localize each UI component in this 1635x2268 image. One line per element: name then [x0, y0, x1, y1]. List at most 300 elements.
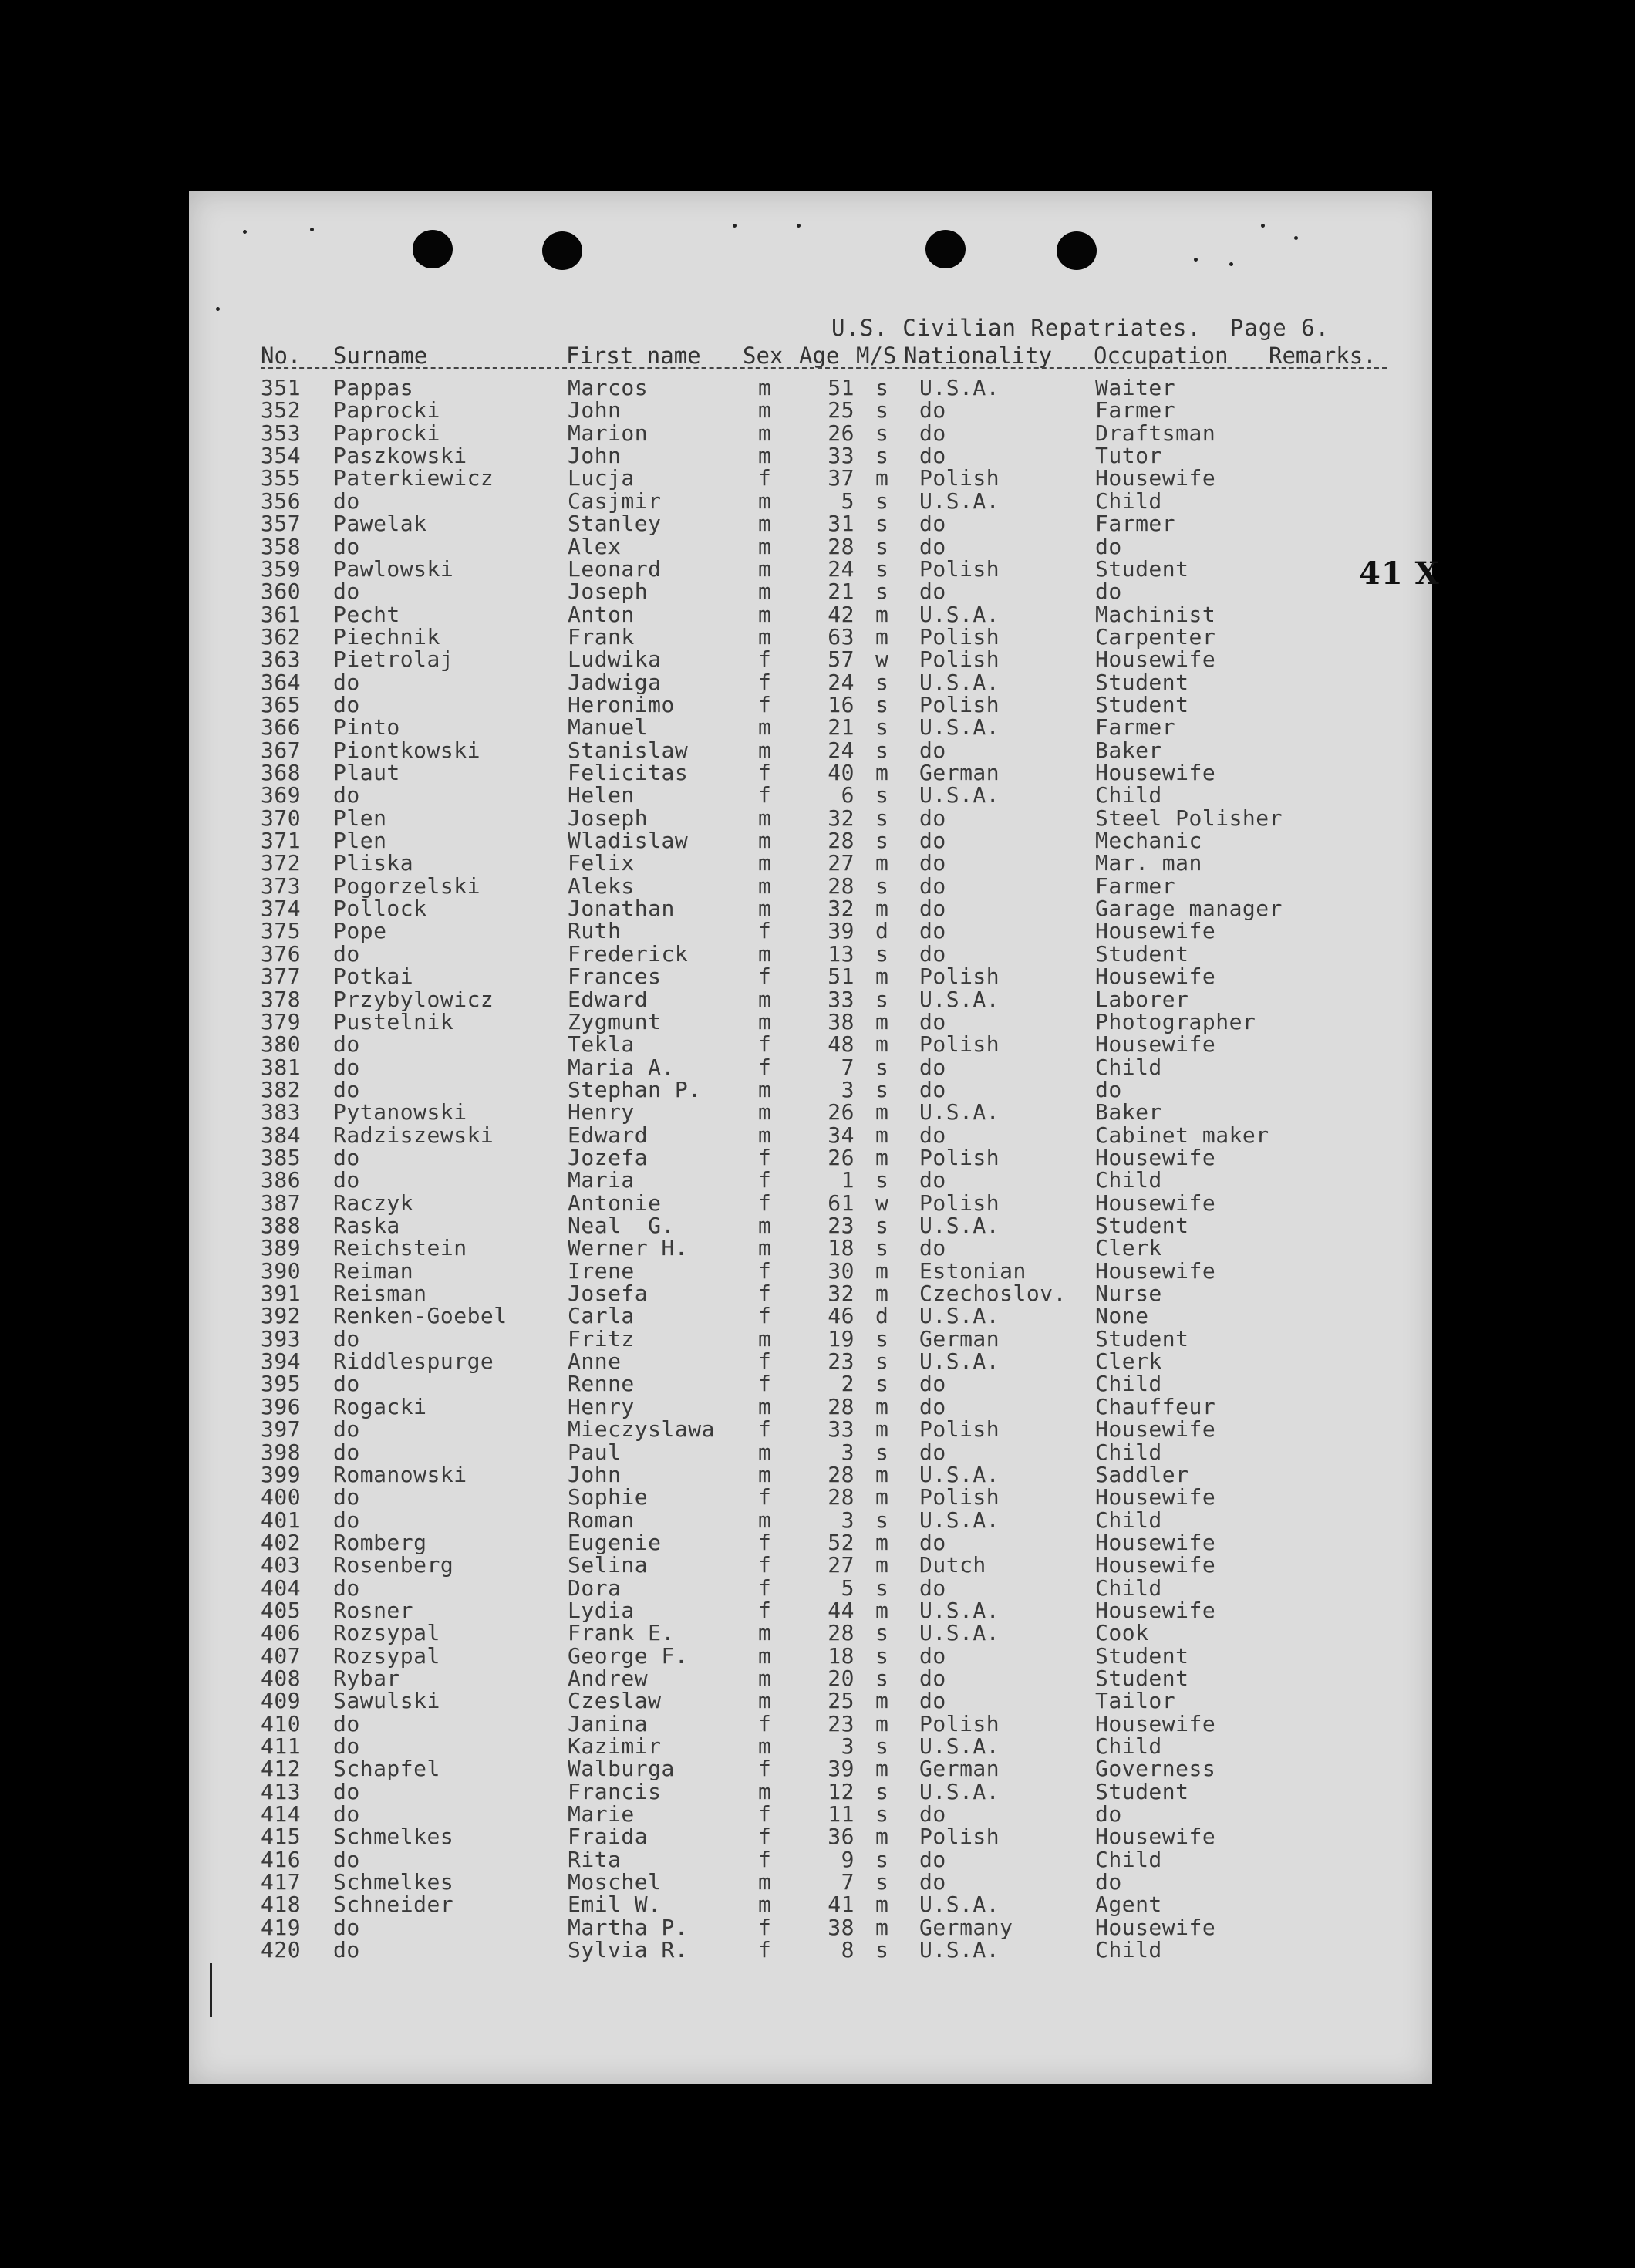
cell-nationality: do: [919, 1008, 946, 1034]
cell-nationality: do: [919, 1801, 946, 1828]
cell-occupation: Chauffeur: [1095, 1393, 1216, 1419]
cell-age: 18: [828, 1235, 855, 1261]
cell-occupation: Farmer: [1095, 397, 1176, 424]
cell-age: 23: [828, 1348, 855, 1374]
cell-surname: Renken-Goebel: [333, 1303, 507, 1329]
cell-sex: m: [758, 737, 772, 763]
cell-no: 416: [261, 1846, 302, 1872]
cell-no: 393: [261, 1325, 302, 1352]
cell-age: 57: [828, 646, 855, 673]
cell-marital-status: m: [875, 1914, 889, 1940]
cell-nationality: do: [919, 896, 946, 922]
cell-first-name: Sylvia R.: [568, 1937, 689, 1963]
cell-first-name: Martha P.: [568, 1914, 689, 1940]
cell-nationality: U.S.A.: [919, 714, 1000, 741]
cell-surname: Reisman: [333, 1281, 427, 1306]
cell-nationality: do: [919, 805, 946, 831]
table-row: [0, 1146, 1635, 1169]
cell-sex: f: [758, 646, 772, 673]
table-row: [0, 988, 1635, 1011]
cell-nationality: do: [919, 1869, 946, 1895]
cell-first-name: Zygmunt: [568, 1008, 662, 1034]
punch-hole: [413, 230, 453, 268]
cell-nationality: do: [919, 1122, 946, 1148]
cell-occupation: do: [1095, 1869, 1122, 1895]
cell-occupation: Child: [1095, 1371, 1162, 1397]
cell-no: 377: [261, 964, 302, 990]
cell-nationality: Polish: [919, 1484, 1000, 1510]
cell-first-name: Stanley: [568, 511, 662, 537]
cell-occupation: Child: [1095, 1439, 1162, 1465]
cell-marital-status: s: [875, 555, 889, 582]
table-row: [0, 1599, 1635, 1622]
cell-sex: f: [758, 1144, 772, 1170]
table-row: [0, 1441, 1635, 1463]
cell-occupation: Student: [1095, 940, 1189, 967]
cell-marital-status: s: [875, 1213, 889, 1238]
col-header-ms: M/S: [856, 343, 897, 369]
cell-first-name: Tekla: [568, 1031, 635, 1058]
table-row: [0, 397, 1635, 424]
cell-surname: do: [333, 1167, 360, 1193]
cell-sex: f: [758, 918, 772, 944]
cell-first-name: Werner H.: [568, 1235, 689, 1261]
cell-sex: m: [758, 1507, 772, 1533]
cell-sex: f: [758, 691, 772, 717]
cell-first-name: Francis: [568, 1778, 662, 1804]
cell-age: 5: [841, 1574, 855, 1601]
table-row: [0, 1169, 1635, 1191]
cell-sex: m: [758, 1778, 772, 1804]
cell-surname: Reiman: [333, 1257, 414, 1284]
cell-surname: Romberg: [333, 1529, 427, 1555]
cell-age: 23: [828, 1710, 855, 1736]
cell-age: 13: [828, 940, 855, 967]
cell-no: 413: [261, 1778, 302, 1804]
table-row: [0, 1031, 1635, 1058]
cell-nationality: do: [919, 850, 946, 876]
cell-nationality: Polish: [919, 1416, 1000, 1443]
dust-speck: [1294, 236, 1298, 240]
table-row: [0, 1939, 1635, 1961]
cell-age: 33: [828, 1416, 855, 1443]
cell-occupation: Baker: [1095, 1099, 1162, 1126]
table-row: [0, 1237, 1635, 1259]
cell-age: 61: [828, 1190, 855, 1216]
cell-surname: do: [333, 669, 360, 695]
cell-marital-status: s: [875, 1235, 889, 1261]
cell-occupation: Cabinet maker: [1095, 1122, 1269, 1148]
cell-sex: m: [758, 872, 772, 899]
cell-no: 362: [261, 623, 302, 650]
cell-age: 1: [841, 1167, 855, 1193]
cell-first-name: Lucja: [568, 465, 635, 491]
cell-age: 63: [828, 623, 855, 650]
cell-surname: Pawlowski: [333, 555, 454, 582]
cell-marital-status: m: [875, 601, 889, 627]
dust-speck: [243, 230, 247, 234]
cell-marital-status: s: [875, 1620, 889, 1646]
table-row: [0, 1282, 1635, 1304]
table-row: [0, 1689, 1635, 1712]
table-row: [0, 1372, 1635, 1395]
cell-age: 20: [828, 1665, 855, 1691]
cell-occupation: Clerk: [1095, 1348, 1162, 1374]
cell-sex: m: [758, 1325, 772, 1352]
cell-nationality: do: [919, 579, 946, 605]
cell-marital-status: m: [875, 1099, 889, 1126]
table-row: [0, 1393, 1635, 1419]
cell-surname: do: [333, 782, 360, 808]
cell-occupation: Waiter: [1095, 375, 1176, 400]
cell-first-name: Czeslaw: [568, 1688, 662, 1714]
cell-marital-status: s: [875, 488, 889, 514]
cell-sex: m: [758, 601, 772, 627]
cell-no: 401: [261, 1507, 302, 1533]
table-row: [0, 422, 1635, 444]
cell-first-name: Aleks: [568, 872, 635, 899]
cell-age: 7: [841, 1054, 855, 1080]
dust-speck: [310, 228, 314, 231]
cell-surname: Riddlespurge: [333, 1348, 494, 1374]
cell-sex: m: [758, 1620, 772, 1646]
cell-surname: Rozsypal: [333, 1620, 440, 1646]
table-row: [0, 1892, 1635, 1918]
cell-marital-status: s: [875, 1348, 889, 1374]
cell-age: 25: [828, 1688, 855, 1714]
cell-sex: m: [758, 579, 772, 605]
cell-no: 385: [261, 1144, 302, 1170]
cell-surname: Pope: [333, 918, 387, 944]
cell-first-name: Anton: [568, 601, 635, 627]
cell-no: 358: [261, 533, 302, 559]
cell-age: 21: [828, 714, 855, 741]
cell-occupation: Farmer: [1095, 511, 1176, 537]
cell-no: 354: [261, 443, 302, 468]
cell-age: 30: [828, 1257, 855, 1284]
cell-no: 407: [261, 1642, 302, 1669]
cell-nationality: U.S.A.: [919, 669, 1000, 695]
cell-occupation: do: [1095, 579, 1122, 605]
cell-first-name: Neal G.: [568, 1213, 675, 1238]
cell-first-name: Emil W.: [568, 1892, 662, 1918]
cell-occupation: Photographer: [1095, 1008, 1256, 1034]
cell-surname: do: [333, 1031, 360, 1058]
cell-marital-status: m: [875, 1892, 889, 1918]
cell-surname: do: [333, 1325, 360, 1352]
table-row: [0, 761, 1635, 784]
cell-no: 414: [261, 1801, 302, 1828]
cell-sex: m: [758, 555, 772, 582]
cell-first-name: Sophie: [568, 1484, 649, 1510]
table-row: [0, 1257, 1635, 1284]
table-row: [0, 1871, 1635, 1893]
cell-no: 390: [261, 1257, 302, 1284]
table-row: [0, 1622, 1635, 1644]
cell-sex: m: [758, 1235, 772, 1261]
table-row: [0, 829, 1635, 852]
cell-marital-status: s: [875, 1846, 889, 1872]
cell-occupation: Student: [1095, 1642, 1189, 1669]
cell-age: 24: [828, 737, 855, 763]
punch-hole: [542, 231, 582, 270]
table-row: [0, 467, 1635, 489]
cell-sex: m: [758, 828, 772, 853]
cell-surname: do: [333, 1484, 360, 1510]
cell-marital-status: s: [875, 714, 889, 741]
table-row: [0, 1757, 1635, 1780]
table-row: [0, 1099, 1635, 1126]
cell-marital-status: d: [875, 1303, 889, 1329]
cell-marital-status: s: [875, 443, 889, 468]
table-row: [0, 1710, 1635, 1736]
cell-occupation: Agent: [1095, 1892, 1162, 1918]
col-header-occupation: Occupation: [1094, 343, 1229, 369]
cell-sex: m: [758, 397, 772, 424]
cell-surname: Piontkowski: [333, 737, 480, 763]
cell-surname: Pytanowski: [333, 1099, 467, 1126]
cell-surname: Sawulski: [333, 1688, 440, 1714]
cell-occupation: Student: [1095, 555, 1189, 582]
cell-nationality: do: [919, 1167, 946, 1193]
cell-first-name: Fritz: [568, 1325, 635, 1352]
cell-age: 28: [828, 1393, 855, 1419]
cell-marital-status: m: [875, 760, 889, 785]
cell-first-name: Maria A.: [568, 1054, 675, 1080]
cell-first-name: Marie: [568, 1801, 635, 1828]
cell-age: 52: [828, 1529, 855, 1555]
cell-first-name: John: [568, 443, 622, 468]
cell-age: 24: [828, 555, 855, 582]
table-row: [0, 1124, 1635, 1146]
cell-surname: Raska: [333, 1213, 400, 1238]
cell-first-name: Janina: [568, 1710, 649, 1736]
cell-occupation: Child: [1095, 1054, 1162, 1080]
cell-first-name: Eugenie: [568, 1529, 662, 1555]
cell-sex: f: [758, 1190, 772, 1216]
cell-sex: m: [758, 850, 772, 876]
table-row: [0, 623, 1635, 650]
cell-nationality: U.S.A.: [919, 1597, 1000, 1623]
cell-sex: f: [758, 1824, 772, 1850]
cell-marital-status: s: [875, 1642, 889, 1669]
cell-first-name: Lydia: [568, 1597, 635, 1623]
cell-first-name: George F.: [568, 1642, 689, 1669]
table-row: [0, 1056, 1635, 1078]
cell-no: 418: [261, 1892, 302, 1918]
cell-surname: Pawelak: [333, 511, 427, 537]
table-row: [0, 1486, 1635, 1508]
cell-first-name: Henry: [568, 1099, 635, 1126]
cell-sex: f: [758, 1710, 772, 1736]
cell-occupation: Student: [1095, 1778, 1189, 1804]
cell-first-name: Marcos: [568, 375, 649, 400]
cell-nationality: U.S.A.: [919, 986, 1000, 1012]
cell-occupation: Tutor: [1095, 443, 1162, 468]
cell-age: 28: [828, 1620, 855, 1646]
cell-sex: f: [758, 1348, 772, 1374]
cell-nationality: Estonian: [919, 1257, 1027, 1284]
table-row: [0, 646, 1635, 673]
cell-surname: Rosenberg: [333, 1552, 454, 1578]
cell-nationality: Polish: [919, 1144, 1000, 1170]
cell-sex: m: [758, 1122, 772, 1148]
cell-marital-status: m: [875, 850, 889, 876]
cell-nationality: do: [919, 1054, 946, 1080]
cell-age: 37: [828, 465, 855, 491]
cell-occupation: Housewife: [1095, 1144, 1216, 1170]
cell-age: 24: [828, 669, 855, 695]
cell-surname: do: [333, 1439, 360, 1465]
cell-no: 397: [261, 1416, 302, 1443]
cell-nationality: U.S.A.: [919, 1778, 1000, 1804]
table-row: [0, 1192, 1635, 1214]
cell-no: 361: [261, 601, 302, 627]
cell-nationality: Polish: [919, 1824, 1000, 1850]
cell-marital-status: s: [875, 669, 889, 695]
table-row: [0, 897, 1635, 920]
cell-surname: Plaut: [333, 760, 400, 785]
cell-first-name: Alex: [568, 533, 622, 559]
cell-age: 23: [828, 1213, 855, 1238]
cell-marital-status: s: [875, 1054, 889, 1080]
cell-no: 363: [261, 646, 302, 673]
dust-speck: [1261, 224, 1265, 228]
cell-sex: m: [758, 533, 772, 559]
cell-sex: f: [758, 1167, 772, 1193]
table-row: [0, 920, 1635, 942]
cell-age: 32: [828, 1281, 855, 1306]
cell-age: 19: [828, 1325, 855, 1352]
cell-sex: m: [758, 1461, 772, 1487]
cell-marital-status: s: [875, 397, 889, 424]
cell-occupation: Mechanic: [1095, 828, 1202, 853]
cell-age: 25: [828, 397, 855, 424]
cell-sex: f: [758, 1281, 772, 1306]
cell-age: 11: [828, 1801, 855, 1828]
table-row: [0, 1304, 1635, 1327]
cell-first-name: Marion: [568, 420, 649, 446]
cell-nationality: U.S.A.: [919, 1892, 1000, 1918]
cell-age: 9: [841, 1846, 855, 1872]
cell-surname: do: [333, 488, 360, 514]
cell-marital-status: m: [875, 1031, 889, 1058]
cell-no: 365: [261, 691, 302, 717]
cell-first-name: Dora: [568, 1574, 622, 1601]
cell-occupation: Tailor: [1095, 1688, 1176, 1714]
cell-first-name: Jonathan: [568, 896, 675, 922]
cell-surname: Pollock: [333, 896, 427, 922]
cell-age: 39: [828, 918, 855, 944]
cell-no: 420: [261, 1937, 302, 1963]
cell-sex: m: [758, 1076, 772, 1102]
cell-no: 368: [261, 760, 302, 785]
table-row: [0, 1667, 1635, 1689]
cell-first-name: Antonie: [568, 1190, 662, 1216]
table-row: [0, 1463, 1635, 1486]
cell-sex: m: [758, 1099, 772, 1126]
cell-age: 36: [828, 1824, 855, 1850]
cell-no: 417: [261, 1869, 302, 1895]
cell-first-name: Stephan P.: [568, 1076, 702, 1102]
cell-marital-status: s: [875, 1371, 889, 1397]
cell-no: 360: [261, 579, 302, 605]
cell-first-name: Anne: [568, 1348, 622, 1374]
cell-marital-status: s: [875, 1574, 889, 1601]
cell-first-name: Helen: [568, 782, 635, 808]
cell-no: 373: [261, 872, 302, 899]
cell-sex: f: [758, 465, 772, 491]
cell-sex: m: [758, 896, 772, 922]
cell-first-name: Casjmir: [568, 488, 662, 514]
cell-nationality: do: [919, 1574, 946, 1601]
cell-occupation: Draftsman: [1095, 420, 1216, 446]
cell-marital-status: s: [875, 737, 889, 763]
cell-occupation: Housewife: [1095, 1597, 1216, 1623]
cell-occupation: Student: [1095, 1325, 1189, 1352]
cell-surname: Plen: [333, 828, 387, 853]
cell-age: 44: [828, 1597, 855, 1623]
table-row: [0, 1350, 1635, 1372]
cell-surname: do: [333, 1144, 360, 1170]
cell-age: 21: [828, 579, 855, 605]
cell-no: 412: [261, 1756, 302, 1782]
cell-marital-status: s: [875, 420, 889, 446]
cell-first-name: Irene: [568, 1257, 635, 1284]
cell-nationality: do: [919, 1846, 946, 1872]
cell-sex: f: [758, 1529, 772, 1555]
cell-age: 32: [828, 805, 855, 831]
cell-occupation: Child: [1095, 782, 1162, 808]
cell-no: 381: [261, 1054, 302, 1080]
cell-marital-status: s: [875, 1869, 889, 1895]
cell-first-name: Edward: [568, 1122, 649, 1148]
cell-no: 388: [261, 1213, 302, 1238]
punch-hole: [1057, 231, 1097, 270]
table-row: [0, 512, 1635, 535]
cell-no: 419: [261, 1914, 302, 1940]
cell-surname: do: [333, 1076, 360, 1102]
cell-marital-status: w: [875, 646, 889, 673]
cell-occupation: Housewife: [1095, 1824, 1216, 1850]
cell-no: 369: [261, 782, 302, 808]
cell-nationality: Polish: [919, 691, 1000, 717]
cell-occupation: Laborer: [1095, 986, 1189, 1012]
cell-occupation: Housewife: [1095, 1031, 1216, 1058]
cell-sex: f: [758, 1371, 772, 1397]
cell-nationality: do: [919, 1439, 946, 1465]
cell-occupation: Child: [1095, 488, 1162, 514]
cell-marital-status: s: [875, 1733, 889, 1759]
cell-surname: do: [333, 533, 360, 559]
cell-surname: do: [333, 1801, 360, 1828]
cell-no: 387: [261, 1190, 302, 1216]
table-row: [0, 1214, 1635, 1237]
cell-surname: Rozsypal: [333, 1642, 440, 1669]
cell-surname: Paprocki: [333, 397, 440, 424]
cell-no: 396: [261, 1393, 302, 1419]
cell-no: 366: [261, 714, 302, 741]
cell-nationality: do: [919, 737, 946, 763]
cell-surname: Rogacki: [333, 1393, 427, 1419]
table-row: [0, 603, 1635, 626]
cell-nationality: Polish: [919, 555, 1000, 582]
cell-surname: Paszkowski: [333, 443, 467, 468]
cell-age: 26: [828, 420, 855, 446]
cell-age: 51: [828, 375, 855, 400]
cell-surname: do: [333, 1846, 360, 1872]
cell-surname: Schapfel: [333, 1756, 440, 1782]
